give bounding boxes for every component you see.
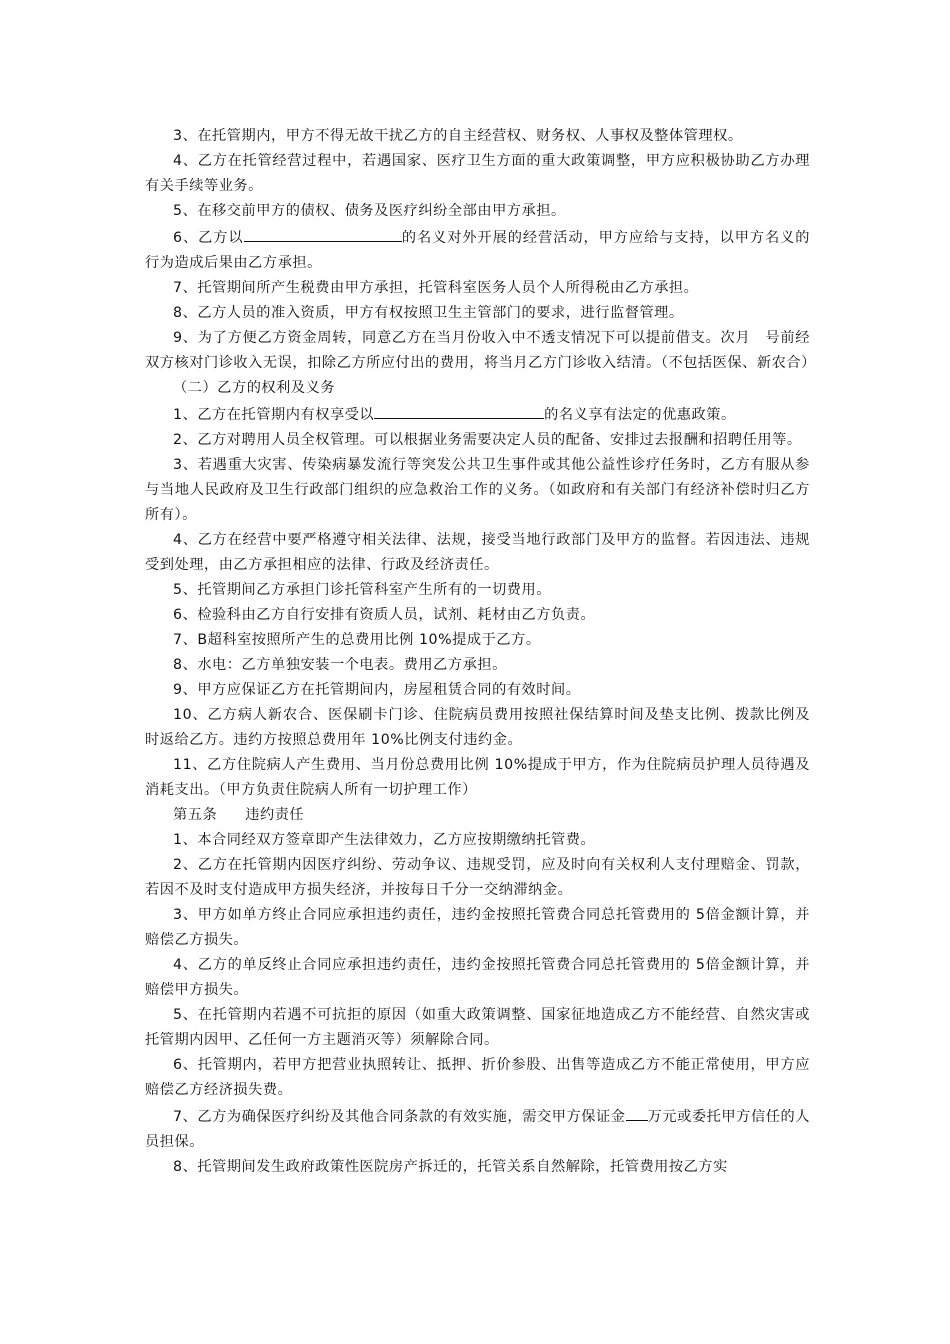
- liability-3: 3、甲方如单方终止合同应承担违约责任，违约金按照托管费合同总托管费用的 5倍金额计算，并赔偿乙方损失。: [145, 907, 810, 948]
- right-1-part-2: 的名义享有法定的优惠政策。: [544, 407, 736, 423]
- right-1-part-1: 1、乙方在托管期内有权享受以: [173, 407, 375, 423]
- liability-7-part-2: 万元或委托甲方信任的人员担保。: [145, 1109, 810, 1150]
- right-1: [145, 401, 810, 428]
- section-heading-2: （二）乙方的权利及义务: [173, 380, 336, 396]
- document-page: [145, 124, 816, 1180]
- liability-5: 5、在托管期内若遇不可抗拒的原因（如重大政策调整、国家征地造成乙方不能经营、自然灾害或托管期内因甲、乙任何一方主题消灭等）须解除合同。: [145, 1007, 810, 1048]
- liability-7-part-1: 7、乙方为确保医疗纠纷及其他合同条款的有效实施，需交甲方保证金: [173, 1109, 626, 1125]
- right-8: 8、水电：乙方单独安装一个电表。费用乙方承担。: [173, 657, 507, 673]
- liability-4: 4、乙方的单反终止合同应承担违约责任，违约金按照托管费合同总托管费用的 5倍金额计算，并赔偿甲方损失。: [145, 957, 810, 998]
- liability-6: 6、托管期内，若甲方把营业执照转让、抵押、折价参股、出售等造成乙方不能正常使用，甲方应赔偿乙方经济损失费。: [145, 1057, 810, 1098]
- fill-blank: [374, 401, 544, 419]
- right-3: 3、若遇重大灾害、传染病暴发流行等突发公共卫生事件或其他公益性诊疗任务时，乙方有服从参与当地人民政府及卫生行政部门组织的应急救治工作的义务。（如政府和有关部门有经济补偿时归乙方所有）。: [145, 457, 810, 523]
- right-2: 2、乙方对聘用人员全权管理。可以根据业务需要决定人员的配备、安排过去报酬和招聘任用等。: [173, 432, 802, 448]
- liability-8: 8、托管期间发生政府政策性医院房产拆迁的，托管关系自然解除，托管费用按乙方实: [173, 1159, 728, 1175]
- right-6: 6、检验科由乙方自行安排有资质人员，试剂、耗材由乙方负责。: [173, 607, 596, 623]
- right-10: 10、乙方病人新农合、医保刷卡门诊、住院病员费用按照社保结算时间及垫支比例、拨款比例及时返给乙方。违约方按照总费用年 10%比例支付违约金。: [145, 707, 810, 748]
- clause-4: 4、乙方在托管经营过程中，若遇国家、医疗卫生方面的重大政策调整，甲方应积极协助乙方办理有关手续等业务。: [145, 153, 810, 194]
- clause-6: [145, 224, 810, 276]
- right-5: 5、托管期间乙方承担门诊托管科室产生所有的一切费用。: [173, 582, 552, 598]
- clause-6-part-2: 的名义对外开展的经营活动，甲方应给与支持，以甲方名义的行为造成后果由乙方承担。: [145, 230, 811, 271]
- right-4: 4、乙方在经营中要严格遵守相关法律、法规，接受当地行政部门及甲方的监督。若因违法、违规受到处理，由乙方承担相应的法律、行政及经济责任。: [145, 532, 810, 573]
- article-5-heading: [145, 803, 810, 828]
- clause-5: 5、在移交前甲方的债权、债务及医疗纠纷全部由甲方承担。: [173, 203, 566, 219]
- clause-6-part-1: 6、乙方以: [173, 230, 244, 246]
- article-title: 违约责任: [245, 807, 305, 823]
- fill-blank: [626, 1103, 648, 1121]
- clause-7: 7、托管期间所产生税费由甲方承担，托管科室医务人员个人所得税由乙方承担。: [173, 280, 699, 296]
- liability-7: [145, 1103, 810, 1155]
- article-number: 第五条: [173, 807, 218, 823]
- fill-blank: [244, 224, 402, 242]
- clause-9: 9、为了方便乙方资金周转，同意乙方在当月份收入中不透支情况下可以提前借支。次月 号前经双方核对门诊收入无误，扣除乙方所应付出的费用，将当月乙方门诊收入结清。（不包括医保、新农合）: [145, 330, 816, 371]
- clause-3: 3、在托管期内，甲方不得无故干扰乙方的自主经营权、财务权、人事权及整体管理权。: [173, 128, 743, 144]
- right-11: 11、乙方住院病人产生费用、当月份总费用比例 10%提成于甲方，作为住院病员护理人员待遇及消耗支出。（甲方负责住院病人所有一切护理工作）: [145, 757, 810, 798]
- right-9: 9、甲方应保证乙方在托管期间内，房屋租赁合同的有效时间。: [173, 682, 581, 698]
- right-7: 7、B超科室按照所产生的总费用比例 10%提成于乙方。: [173, 632, 541, 648]
- clause-8: 8、乙方人员的准入资质，甲方有权按照卫生主管部门的要求，进行监督管理。: [173, 305, 684, 321]
- liability-2: 2、乙方在托管期内因医疗纠纷、劳动争议、违规受罚，应及时向有关权利人支付理赔金、罚款，若因不及时支付造成甲方损失经济，并按每日千分一交纳滞纳金。: [145, 857, 810, 898]
- liability-1: 1、本合同经双方签章即产生法律效力，乙方应按期缴纳托管费。: [173, 832, 596, 848]
